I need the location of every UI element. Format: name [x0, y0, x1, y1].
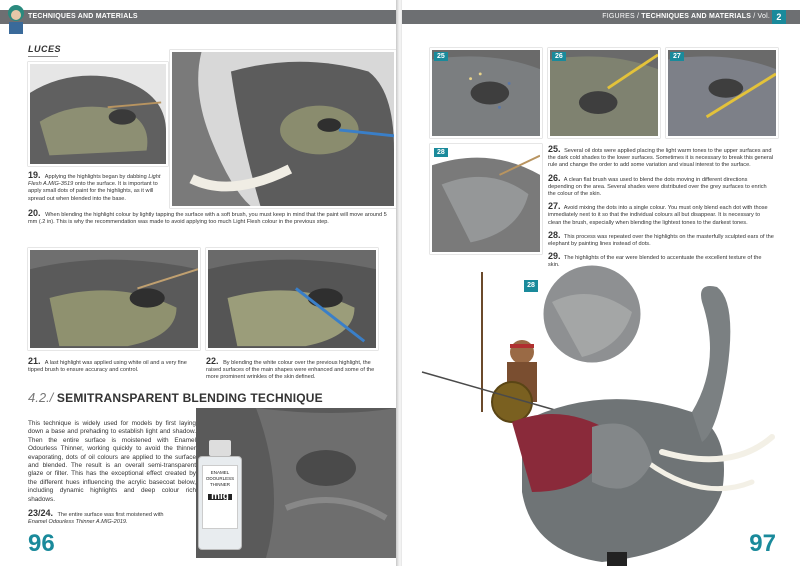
caption-19-product: Light Flesh A.MIG-3519: [28, 174, 161, 188]
bottle-label: [202, 465, 238, 529]
author-avatar-icon: [2, 2, 30, 34]
step-26-text: A clean flat brush was used to blend the dots moving in different directions depending on the area. Several shades were distributed over the grey surfaces to enrich the colour of the skin.: [548, 176, 767, 198]
caption-23-24-text: The entire surface was first moistened with: [56, 512, 164, 518]
photo-step-26: [548, 48, 660, 138]
photo-step-20: [170, 50, 396, 208]
step-27-text: Avoid mixing the dots into a single colour. You must only blend each dot with those immediately next to it so that the individual colours all but disappear. It is necessary to clean the brush, especially when blending the lightest tones to the darkest tones.: [548, 205, 768, 226]
step-26-number: 26.: [548, 172, 561, 183]
caption-20-text: When blending the highlight colour by lightly tapping the surface with a soft brush, you must keep in mind that the paint will move around 5 mm (.2 in). This is why the recommendation was made to avoid applying too much Light Flesh colour in the previous step.: [28, 212, 387, 226]
caption-19: [28, 172, 170, 203]
right-page: [402, 0, 800, 566]
step-28-text: This process was repeated over the highlights on the masterfully sculpted ears of the elephant by painting lines instead of dots.: [548, 233, 774, 248]
photo-step-22: [206, 248, 378, 350]
photo-step-28: [430, 144, 542, 254]
left-page: [0, 0, 398, 566]
bottle-label-line-1: ENAMEL: [210, 470, 230, 475]
subheading-divider: [28, 56, 58, 57]
bottle-label-line-2: ODOURLESS: [205, 476, 235, 481]
step-28-number: 28.: [548, 229, 561, 240]
right-steps: [548, 146, 774, 275]
photo-step-19: [28, 62, 168, 166]
subheading-luces: LUCES: [28, 44, 62, 54]
caption-20: [28, 210, 388, 226]
caption-23-24: [28, 510, 178, 526]
right-header-title: TECHNIQUES AND MATERIALS: [641, 13, 752, 20]
caption-19-text-b: onto the surface. It is important to apply small dots of paint for the highlights, as it will spread out when blended into the base.: [28, 181, 158, 202]
caption-22-number: 22.: [206, 356, 219, 366]
right-header-figures: FIGURES /: [602, 13, 640, 20]
page-number-right: 97: [749, 530, 776, 557]
step-29-number: 29.: [548, 251, 561, 262]
caption-21: [28, 358, 200, 374]
caption-22-text: By blending the white colour over the previous highlight, the raised surfaces of the main shapes were enhanced and some of the more prominent wrinkles of the skin defined.: [206, 360, 375, 381]
bottle-cap: [209, 440, 231, 456]
section-number: 4.2./: [28, 390, 54, 405]
step-25-text: Several oil dots were applied placing the light warm tones to the upper surfaces and the dark cold shades to the lower surfaces. Sometimes it is necessary to break this general rule and change the order to add some variation and visual interest to the surface.: [548, 148, 774, 169]
step-29-text: The highlights of the ear were blended to accentuate the excellent texture of the skin.: [548, 255, 762, 269]
photo-label-25: 25: [434, 52, 448, 61]
photo-step-25: [430, 48, 542, 138]
caption-21-text: A last highlight was applied using white oil and a very fine tipped brush to ensure accuracy and control.: [28, 360, 187, 374]
right-header-vol: / Vol.: [753, 13, 770, 20]
step-25-number: 25.: [548, 144, 561, 154]
photo-step-21: [28, 248, 200, 350]
bottle-label-line-3: THINNER: [210, 482, 230, 487]
step-27: [548, 203, 774, 227]
photo-label-27: 27: [670, 52, 684, 61]
right-header: [402, 10, 800, 24]
volume-badge: 2: [772, 10, 786, 24]
photo-label-26: 26: [552, 52, 566, 61]
caption-19-number: 19.: [28, 170, 41, 180]
step-25: [548, 146, 774, 170]
thinner-bottle: [198, 440, 242, 550]
bottle-body: [198, 456, 242, 550]
caption-20-number: 20.: [28, 208, 41, 218]
caption-23-24-number: 23/24.: [28, 508, 54, 518]
caption-21-number: 21.: [28, 356, 41, 366]
section-name: SEMITRANSPARENT BLENDING TECHNIQUE: [56, 391, 323, 405]
photo-step-27: [666, 48, 778, 138]
bottle-brand: mig: [208, 494, 232, 500]
caption-23-24-product: Enamel Odourless Thinner A.MIG-2019.: [28, 519, 128, 526]
left-header-title: TECHNIQUES AND MATERIALS: [28, 13, 138, 20]
step-28: [548, 229, 774, 248]
section-body-text: This technique is widely used for models by first laying down a base and prehading to establish light and shadow. Then the entire surface is moistened with Enamel Odourless Thinner, working quickly to avoid the thinner evaporating, dots of oil colours are applied to the surface and blended. The result is an overall semi-transparent glaze or filter. This has the exceptional effect created by the different hues influencing the acrylic basecoat below, including dynamic highlights and deep colour rich shadows.: [28, 420, 196, 503]
elephant-figure-photo: [402, 262, 800, 566]
photo-label-28-inset: 28: [524, 280, 538, 292]
step-27-number: 27.: [548, 201, 561, 212]
step-26: [548, 172, 774, 199]
elephant-figure-illustration: [402, 262, 800, 566]
left-header: [0, 10, 397, 24]
caption-22: [206, 358, 380, 382]
photo-label-28: 28: [434, 148, 448, 157]
section-title: [28, 390, 323, 405]
page-number-left: 96: [28, 530, 55, 557]
caption-19-text-a: Applying the highlights began by dabbing: [43, 174, 149, 180]
